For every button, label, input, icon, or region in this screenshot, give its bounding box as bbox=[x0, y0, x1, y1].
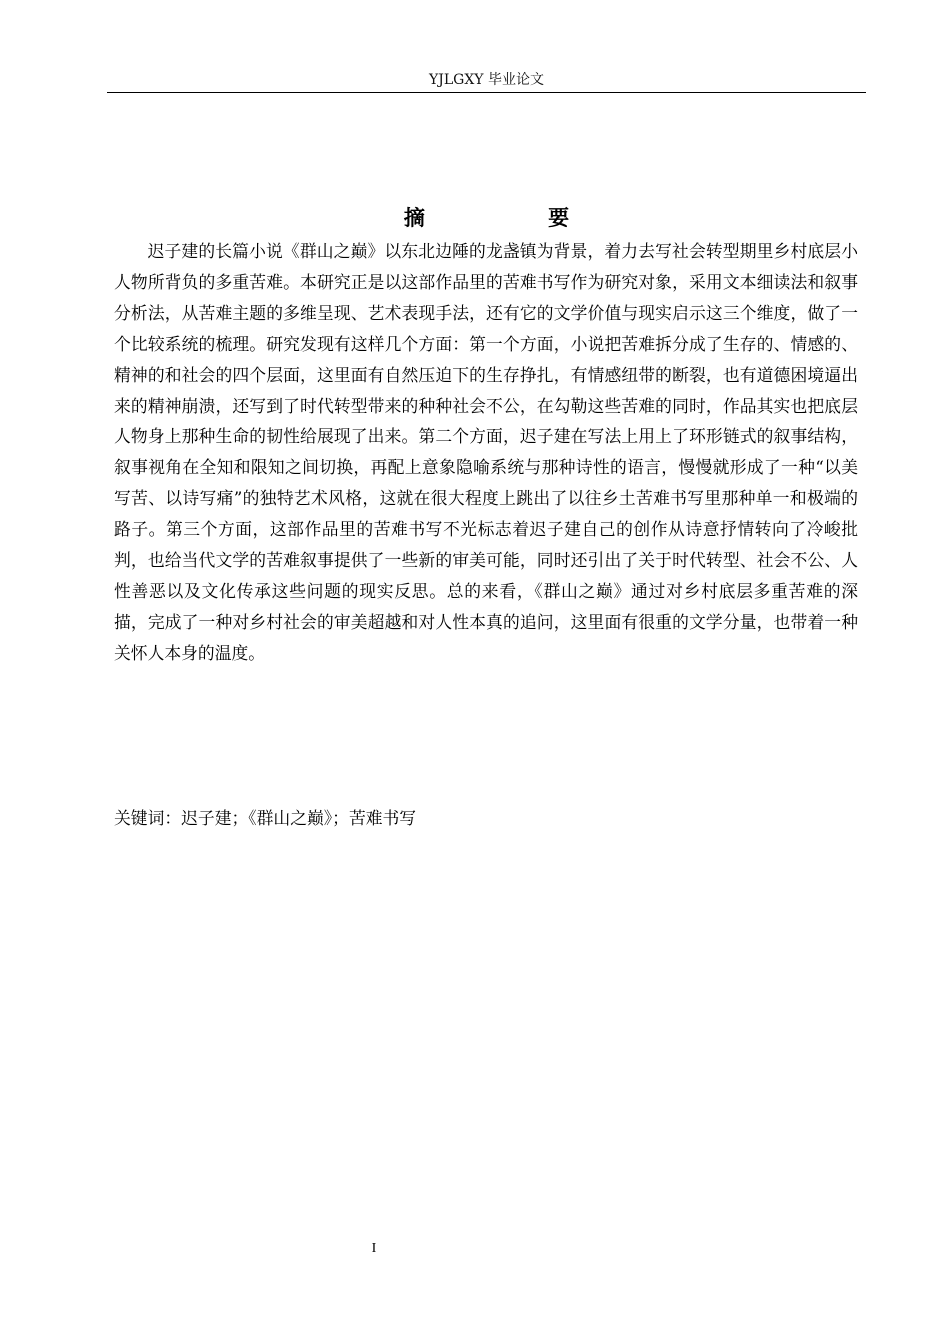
keywords-label: 关键词： bbox=[114, 808, 182, 828]
keywords-value: 迟子建；《群山之巅》；苦难书写 bbox=[181, 808, 417, 828]
page-number: I bbox=[371, 1241, 377, 1256]
abstract-title: 摘 要 bbox=[403, 206, 628, 230]
header-text: YJLGXY 毕业论文 bbox=[429, 72, 544, 88]
page-header bbox=[107, 70, 866, 92]
abstract-body: 迟子建的长篇小说《群山之巅》以东北边陲的龙盏镇为背景，着力去写社会转型期里乡村底层小人物所背负的多重苦难。本研究正是以这部作品里的苦难书写作为研究对象，采用文本细读法和叙事分析法，从苦难主题的多维呈现、艺术表现手法，还有它的文学价值与现实启示这三个维度，做了一个比较系统的梳理。研究发现有这样几个方面：第一个方面，小说把苦难拆分成了生存的、情感的、精神的和社会的四个层面，这里面有自然压迫下的生存挣扎，有情感纽带的断裂，也有道德困境逼出来的精神崩溃，还写到了时代转型带来的种种社会不公，在勾勒这些苦难的同时，作品其实也把底层人物身上那种生命的韧性给展现了出来。第二个方面，迟子建在写法上用上了环形链式的叙事结构，叙事视角在全知和限知之间切换，再配上意象隐喻系统与那种诗性的语言，慢慢就形成了一种“以美写苦、以诗写痛”的独特艺术风格，这就在很大程度上跳出了以往乡土苦难书写里那种单一和极端的路子。第三个方面，这部作品里的苦难书写不光标志着迟子建自己的创作从诗意抒情转向了冷峻批判，也给当代文学的苦难叙事提供了一些新的审美可能，同时还引出了关于时代转型、社会不公、人性善恶以及文化传承这些问题的现实反思。总的来看，《群山之巅》通过对乡村底层多重苦难的深描，完成了一种对乡村社会的审美超越和对人性本真的追问，这里面有很重的文学分量，也带着一种关怀人本身的温度。 bbox=[114, 241, 858, 663]
keywords-line bbox=[114, 803, 858, 833]
header-divider bbox=[107, 92, 866, 93]
